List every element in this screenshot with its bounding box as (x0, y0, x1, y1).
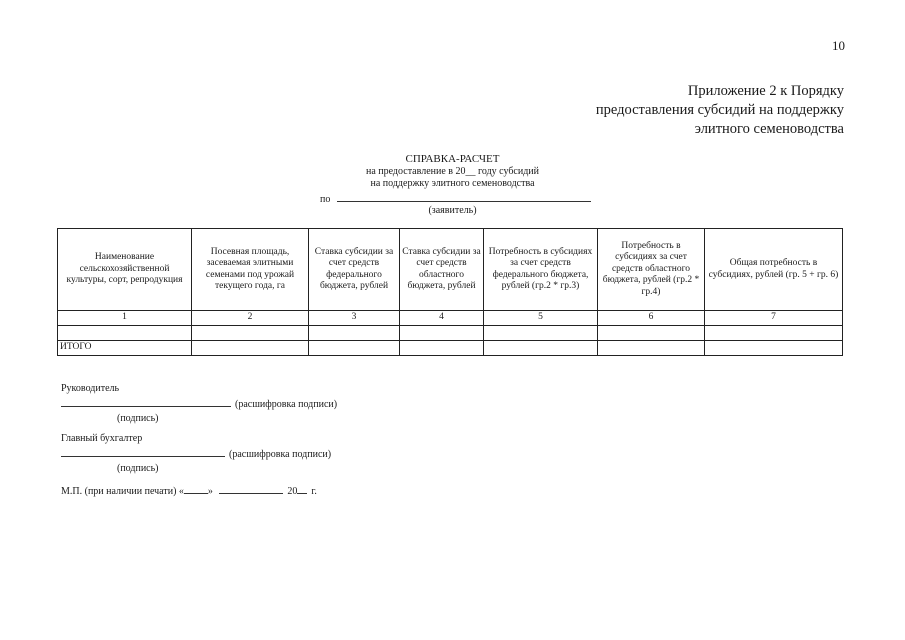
table-cell (400, 326, 484, 341)
header-area: Посевная площадь, засеваемая элитными семенами под урожай текущего года, га (192, 229, 309, 311)
year-blank (297, 484, 307, 494)
title-main: СПРАВКА-РАСЧЕТ (405, 153, 500, 165)
accountant-signature-block (61, 433, 331, 475)
header-federal-rate: Ставка субсидии за счет средств федерального бюджета, рублей (309, 229, 400, 311)
accountant-signature-caption: (подпись) (117, 463, 159, 474)
table-cell (400, 341, 484, 356)
table-cell (309, 341, 400, 356)
page-number: 10 (832, 38, 845, 53)
seal-year-suffix: г. (311, 486, 317, 497)
appendix-line-3: элитного семеноводства (694, 121, 844, 137)
accountant-decode-caption: (расшифровка подписи) (229, 449, 332, 460)
column-number-row (58, 311, 843, 326)
applicant-prefix: по (320, 194, 331, 205)
total-label: ИТОГО (58, 341, 192, 356)
total-row (58, 341, 843, 356)
head-decode-caption: (расшифровка подписи) (235, 399, 338, 410)
table-cell (192, 341, 309, 356)
applicant-line (320, 192, 591, 205)
table-cell (484, 326, 598, 341)
accountant-signature-line (61, 447, 331, 461)
column-number: 1 (58, 311, 192, 326)
column-number: 4 (400, 311, 484, 326)
head-signature-blank (61, 397, 231, 407)
title-line-2: на предоставление в 20__ году субсидий (365, 166, 540, 177)
appendix-line-1: Приложение 2 к Порядку (687, 83, 844, 99)
seal-quote-close: » (207, 486, 213, 497)
table-cell (705, 341, 843, 356)
header-regional-rate: Ставка субсидии за счет средств областного бюджета, рублей (400, 229, 484, 311)
table-cell (598, 341, 705, 356)
day-blank (184, 484, 208, 494)
header-crop: Наименование сельскохозяйственной культуры, сорт, репродукция (58, 229, 192, 311)
table-cell (705, 326, 843, 341)
table-cell (484, 341, 598, 356)
table-row (58, 326, 843, 341)
table-cell (598, 326, 705, 341)
appendix-line-2: предоставления субсидий на поддержку (595, 102, 844, 118)
applicant-caption: (заявитель) (428, 205, 477, 216)
column-number: 6 (598, 311, 705, 326)
head-title: Руководитель (61, 383, 120, 394)
column-number: 2 (192, 311, 309, 326)
calculation-table (57, 228, 843, 356)
appendix-heading (596, 82, 844, 139)
month-blank (219, 484, 283, 494)
header-regional-need: Потребность в субсидиях за счет средств областного бюджета, рублей (гр.2 * гр.4) (598, 229, 705, 311)
header-total-need: Общая потребность в субсидиях, рублей (гр. 5 + гр. 6) (705, 229, 843, 311)
head-signature-line (61, 397, 337, 411)
column-number: 7 (705, 311, 843, 326)
head-signature-caption: (подпись) (117, 413, 159, 424)
table-header-row (58, 229, 843, 311)
header-federal-need: Потребность в субсидиях за счет средств федерального бюджета, рублей (гр.2 * гр.3) (484, 229, 598, 311)
head-signature-block (61, 383, 337, 425)
seal-year-prefix: 20 (287, 486, 298, 497)
accountant-signature-blank (61, 447, 225, 457)
column-number: 5 (484, 311, 598, 326)
title-line-3: на поддержку элитного семеноводства (370, 178, 535, 189)
seal-prefix: М.П. (при наличии печати) « (61, 486, 184, 497)
document-title (0, 153, 905, 190)
accountant-title: Главный бухгалтер (61, 433, 143, 444)
seal-date-line (61, 484, 317, 497)
table-cell (58, 326, 192, 341)
table-cell (309, 326, 400, 341)
column-number: 3 (309, 311, 400, 326)
table-cell (192, 326, 309, 341)
applicant-blank (337, 192, 591, 202)
